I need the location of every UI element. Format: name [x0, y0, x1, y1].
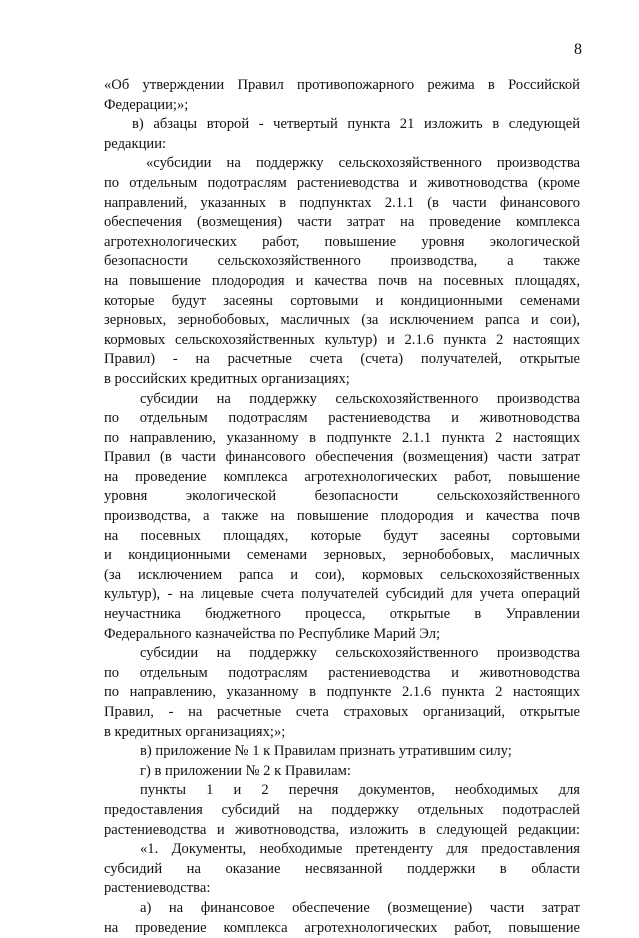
text-line: субсидии на поддержку сельскохозяйственного производства — [140, 390, 580, 407]
text-line: в) абзацы второй - четвертый пункта 21 изложить в следующей — [132, 116, 580, 133]
text-line: обеспечения (возмещения) части затрат на проведение комплекса — [104, 214, 580, 231]
text-line: предоставления субсидий на поддержку отдельных подотраслей — [104, 801, 580, 818]
text-line: безопасности сельскохозяйственного производства, а также — [104, 253, 580, 270]
text-line: в российских кредитных организациях; — [104, 370, 350, 387]
text-line: на проведение комплекса агротехнологических работ, повышение — [104, 919, 580, 936]
text-line: редакции: — [104, 135, 167, 152]
text-line: уровня экологической безопасности сельскохозяйственного — [104, 488, 580, 505]
text-line: которые будут засеяны сортовыми и кондиционными семенами — [104, 292, 580, 309]
text-line: неучастника бюджетного процесса, открытые в Управлении — [104, 606, 580, 623]
text-line: «1. Документы, необходимые претенденту для предоставления — [140, 841, 580, 858]
text-line: по отдельным подотраслям растениеводства и животноводства — [104, 664, 580, 681]
text-line: по отдельным подотраслям растениеводства и животноводства (кроме — [104, 174, 580, 191]
text-line: Правил (в части финансового обеспечения (возмещения) части затрат — [104, 449, 580, 466]
text-line: «Об утверждении Правил противопожарного режима в Российской — [104, 77, 580, 93]
text-line: субсидий на оказание несвязанной поддержки в области — [104, 860, 580, 877]
text-line: культур), - на лицевые счета получателей субсидий для учета операций — [104, 586, 580, 603]
text-line: по отдельным подотраслям растениеводства и животноводства — [104, 410, 580, 427]
text-line: в) приложение № 1 к Правилам признать утратившим силу; — [140, 743, 512, 760]
page-number: 8 — [574, 41, 582, 58]
text-line: производства, а также на повышение плодородия и качества почв — [104, 508, 580, 525]
text-line: на повышение плодородия и качества почв на посевных площадях, — [104, 272, 580, 289]
text-line: зерновых, зернобобовых, масличных (за исключением рапса и сои), — [104, 312, 580, 329]
text-line: «субсидии на поддержку сельскохозяйственного производства — [146, 155, 580, 172]
text-line: Правил) - на расчетные счета (счета) получателей, открытые — [104, 351, 580, 368]
text-line: а) на финансовое обеспечение (возмещение) части затрат — [140, 899, 580, 916]
text-line: растениеводства и животноводства, изложить в следующей редакции: — [104, 821, 580, 838]
text-line: по направлению, указанному в подпункте 2.1.1 пункта 2 настоящих — [104, 429, 580, 446]
text-line: кормовых сельскохозяйственных культур) и 2.1.6 пункта 2 настоящих — [104, 331, 580, 348]
text-line: на проведение комплекса агротехнологических работ, повышение — [104, 468, 580, 485]
text-line: на посевных площадях, которые будут засеяны сортовыми — [104, 527, 580, 544]
text-line: Правил, - на расчетные счета страховых организаций, открытые — [104, 704, 580, 720]
text-line: Федерации;»; — [104, 96, 189, 113]
text-line: направлений, указанных в подпунктах 2.1.1 (в части финансового — [104, 194, 580, 211]
text-line: субсидии на поддержку сельскохозяйственного производства — [140, 645, 580, 662]
text-line: Федерального казначейства по Республике Марий Эл; — [104, 625, 441, 642]
text-line: по направлению, указанному в подпункте 2.1.6 пункта 2 настоящих — [104, 684, 580, 701]
text-line: в кредитных организациях;»; — [104, 723, 286, 740]
text-line: и кондиционными семенами зерновых, зернобобовых, масличных — [104, 547, 580, 564]
text-line: г) в приложении № 2 к Правилам: — [140, 762, 351, 779]
text-line: (за исключением рапса и сои), кормовых сельскохозяйственных — [104, 566, 580, 583]
text-line: растениеводства: — [104, 880, 211, 897]
text-line: агротехнологических работ, повышение уровня экологической — [104, 233, 580, 250]
document-body — [104, 76, 580, 938]
text-line: пункты 1 и 2 перечня документов, необходимых для — [140, 782, 580, 799]
